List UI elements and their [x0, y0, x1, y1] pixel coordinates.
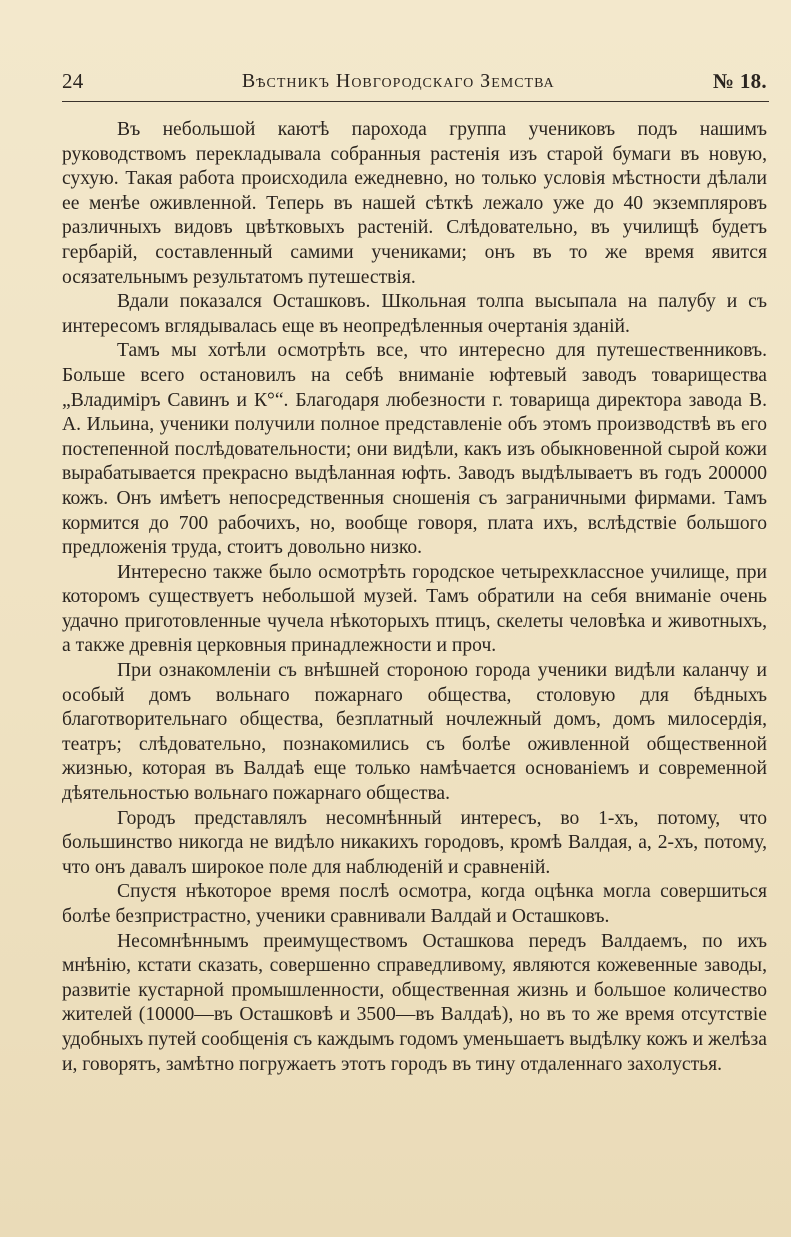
issue-number: № 18. — [712, 68, 767, 93]
paragraph: Вдали показался Осташковъ. Школьная толпа высыпала на палубу и съ интересомъ вглядывалась еще въ неопредѣленныя очертанія зданій. — [62, 291, 767, 337]
page-number: 24 — [62, 68, 84, 93]
paragraph: Интересно также было осмотрѣть городское четырехклассное училище, при которомъ существуетъ небольшой музей. Тамъ обратили на себя вниманіе очень удачно приготовленные чучела нѣкоторыхъ птицъ, скелеты человѣка и животныхъ, а также древнія церковныя принадлежности и проч. — [62, 561, 767, 657]
paragraph: Городъ представлялъ несомнѣнный интересъ, во 1-хъ, потому, что большинство никогда не видѣло никакихъ городовъ, кромѣ Валдая, а, 2-хъ, потому, что онъ давалъ широкое поле для наблюденій и сравненій. — [62, 807, 767, 878]
paragraph: Спустя нѣкоторое время послѣ осмотра, когда оцѣнка могла совершиться болѣе безпристрастно, ученики сравнивали Валдай и Осташковъ. — [62, 881, 767, 927]
paragraph: Въ небольшой каютѣ парохода группа учениковъ подъ нашимъ руководствомъ перекладывала собранныя растенія изъ старой бумаги въ новую, сухую. Такая работа происходила ежедневно, но только условія мѣстности дѣлали ее менѣе оживленной. Теперь въ нашей сѣткѣ лежало уже до 40 экземпляровъ различныхъ видовъ цвѣтковыхъ растеній. Слѣдовательно, въ училищѣ будетъ гербарій, составленный самими учениками; онъ въ то же время явится осязательнымъ результатомъ путешествія. — [62, 119, 767, 288]
paragraph: Тамъ мы хотѣли осмотрѣть все, что интересно для путешественниковъ. Больше всего остановилъ на себѣ вниманіе юфтевый заводъ товарищества „Владиміръ Савинъ и К°“. Благодаря любезности г. товарища директора завода В. А. Ильина, ученики получили полное представленіе объ этомъ производствѣ въ его постепенной послѣдовательности; они видѣли, какъ изъ обыкновенной сырой кожи вырабатывается прекрасно выдѣланная юфть. Заводъ выдѣлываетъ въ годъ 200000 кожъ. Онъ имѣетъ непосредственныя сношенія съ заграничными фирмами. Тамъ кормится до 700 рабочихъ, но, вообще говоря, плата ихъ, вслѣдствіе большого предложенія труда, стоитъ довольно низко. — [62, 340, 767, 559]
article-body — [62, 118, 767, 1077]
running-header — [62, 66, 767, 96]
paragraph: Несомнѣннымъ преимуществомъ Осташкова передъ Валдаемъ, по ихъ мнѣнію, кстати сказать, совершенно справедливому, являются кожевенные заводы, развитіе кустарной промышленности, общественная жизнь и большое количество жителей (10000—въ Осташковѣ и 3500—въ Валдаѣ), но въ то же время отсутствіе удобныхъ путей сообщенія съ каждымъ годомъ уменьшаетъ выдѣлку кожъ и желѣза и, говорятъ, замѣтно погружаетъ этотъ городъ въ тину отдаленнаго захолустья. — [62, 930, 767, 1075]
journal-title: Вѣстникъ Новгородскаго Земства — [241, 69, 555, 92]
header-rule — [62, 101, 769, 102]
paragraph: При ознакомленіи съ внѣшней стороною города ученики видѣли каланчу и особый домъ вольнаго пожарнаго общества, столовую для бѣдныхъ благотворительнаго общества, безплатный ночлежный домъ, домъ милосердія, театръ; слѣдовательно, познакомились съ болѣе оживленной общественной жизнью, которая въ Валдаѣ еще только намѣчается основаніемъ и современной дѣятельностью вольнаго пожарнаго общества. — [62, 660, 767, 805]
